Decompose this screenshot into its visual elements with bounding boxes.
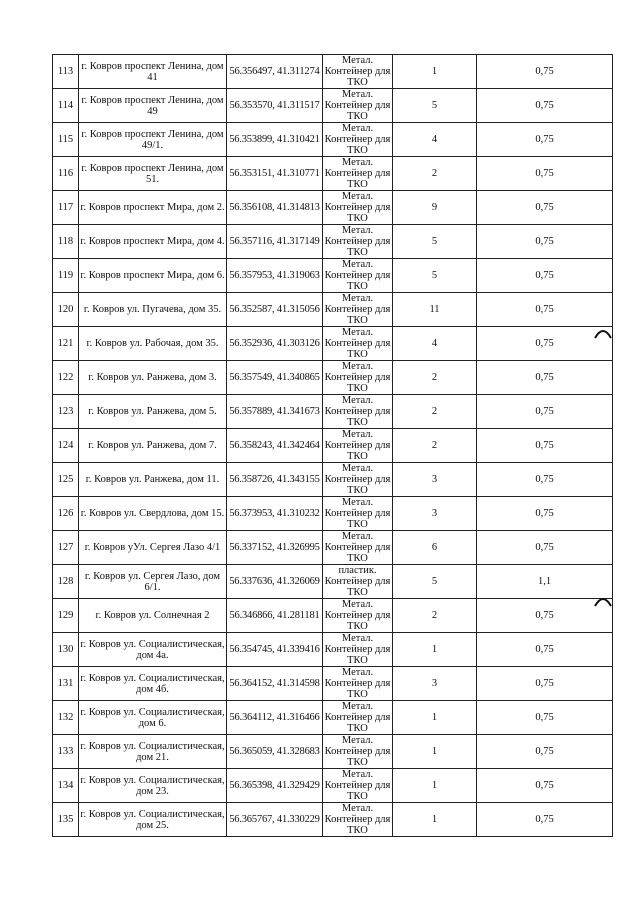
container-type-cell <box>323 497 393 531</box>
coordinates-cell: 56.358726, 41.343155 <box>227 463 323 497</box>
row-number: 131 <box>53 667 79 701</box>
quantity-cell: 1 <box>393 803 477 837</box>
address-cell: г. Ковров проспект Мира, дом 2. <box>79 191 227 225</box>
container-type-line: Контейнер для <box>324 134 391 145</box>
quantity-cell: 1 <box>393 701 477 735</box>
container-type-line: Контейнер для <box>324 542 391 553</box>
container-type-line: ТКО <box>347 213 368 224</box>
table-row <box>53 735 613 769</box>
container-type-line: Контейнер для <box>324 270 391 281</box>
address-cell: г. Ковров ул. Социалистическая, дом 25. <box>79 803 227 837</box>
volume-cell: 0,75 <box>477 191 613 225</box>
address-cell: г. Ковров ул. Солнечная 2 <box>79 599 227 633</box>
quantity-cell: 9 <box>393 191 477 225</box>
table-row <box>53 89 613 123</box>
coordinates-cell: 56.357889, 41.341673 <box>227 395 323 429</box>
quantity-cell: 3 <box>393 667 477 701</box>
quantity-cell: 4 <box>393 123 477 157</box>
container-type-line: Метал. <box>341 293 374 304</box>
table-row <box>53 497 613 531</box>
container-type-line: ТКО <box>347 145 368 156</box>
row-number: 134 <box>53 769 79 803</box>
coordinates-cell: 56.364152, 41.314598 <box>227 667 323 701</box>
volume-cell: 0,75 <box>477 225 613 259</box>
address-cell: г. Ковров уУл. Сергея Лазо 4/1 <box>79 531 227 565</box>
coordinates-cell: 56.357953, 41.319063 <box>227 259 323 293</box>
row-number: 132 <box>53 701 79 735</box>
table-row <box>53 55 613 89</box>
address-cell: г. Ковров ул. Свердлова, дом 15. <box>79 497 227 531</box>
container-type-line: Контейнер для <box>324 100 391 111</box>
coordinates-cell: 56.365398, 41.329429 <box>227 769 323 803</box>
container-type-line: ТКО <box>347 587 368 598</box>
container-type-line: Контейнер для <box>324 406 391 417</box>
container-type-line: ТКО <box>347 791 368 802</box>
row-number: 133 <box>53 735 79 769</box>
container-type-line: Метал. <box>341 429 374 440</box>
address-cell: г. Ковров проспект Ленина, дом 49/1. <box>79 123 227 157</box>
container-type-line: Контейнер для <box>324 338 391 349</box>
container-type-cell <box>323 463 393 497</box>
table-row <box>53 429 613 463</box>
container-type-line: Контейнер для <box>324 678 391 689</box>
table-row <box>53 361 613 395</box>
volume-cell: 0,75 <box>477 157 613 191</box>
volume-cell: 0,75 <box>477 395 613 429</box>
container-type-line: Контейнер для <box>324 372 391 383</box>
container-type-line: Метал. <box>341 157 374 168</box>
container-type-line: Контейнер для <box>324 610 391 621</box>
container-type-cell <box>323 55 393 89</box>
address-cell: г. Ковров проспект Ленина, дом 49 <box>79 89 227 123</box>
volume-cell: 0,75 <box>477 55 613 89</box>
binder-hole-mark-icon <box>594 326 612 338</box>
row-number: 130 <box>53 633 79 667</box>
table-row <box>53 191 613 225</box>
volume-cell: 0,75 <box>477 701 613 735</box>
container-type-cell <box>323 327 393 361</box>
volume-cell: 0,75 <box>477 327 613 361</box>
container-type-line: Метал. <box>341 259 374 270</box>
container-type-line: Метал. <box>341 599 374 610</box>
table-body <box>53 55 613 837</box>
container-type-line: ТКО <box>347 315 368 326</box>
coordinates-cell: 56.352936, 41.303126 <box>227 327 323 361</box>
row-number: 121 <box>53 327 79 361</box>
coordinates-cell: 56.337152, 41.326995 <box>227 531 323 565</box>
container-type-cell <box>323 259 393 293</box>
coordinates-cell: 56.353899, 41.310421 <box>227 123 323 157</box>
coordinates-cell: 56.365059, 41.328683 <box>227 735 323 769</box>
coordinates-cell: 56.358243, 41.342464 <box>227 429 323 463</box>
coordinates-cell: 56.356108, 41.314813 <box>227 191 323 225</box>
container-type-line: ТКО <box>347 553 368 564</box>
container-type-line: Контейнер для <box>324 712 391 723</box>
volume-cell: 0,75 <box>477 259 613 293</box>
container-type-line: Метал. <box>341 667 374 678</box>
quantity-cell: 11 <box>393 293 477 327</box>
quantity-cell: 5 <box>393 259 477 293</box>
quantity-cell: 3 <box>393 463 477 497</box>
container-type-line: Метал. <box>341 803 374 814</box>
container-type-line: ТКО <box>347 383 368 394</box>
volume-cell: 0,75 <box>477 429 613 463</box>
coordinates-cell: 56.357549, 41.340865 <box>227 361 323 395</box>
container-type-cell <box>323 599 393 633</box>
container-type-line: Метал. <box>341 327 374 338</box>
container-type-cell <box>323 123 393 157</box>
container-type-cell <box>323 89 393 123</box>
binder-hole-mark-icon <box>594 594 612 606</box>
volume-cell: 0,75 <box>477 361 613 395</box>
quantity-cell: 2 <box>393 157 477 191</box>
volume-cell: 0,75 <box>477 633 613 667</box>
address-cell: г. Ковров проспект Мира, дом 6. <box>79 259 227 293</box>
container-type-line: ТКО <box>347 655 368 666</box>
table-row <box>53 599 613 633</box>
container-type-cell <box>323 157 393 191</box>
container-type-line: Метал. <box>341 395 374 406</box>
coordinates-cell: 56.337636, 41.326069 <box>227 565 323 599</box>
address-cell: г. Ковров ул. Социалистическая, дом 4б. <box>79 667 227 701</box>
container-type-line: Метал. <box>341 769 374 780</box>
volume-cell: 1,1 <box>477 565 613 599</box>
volume-cell: 0,75 <box>477 497 613 531</box>
table-row <box>53 225 613 259</box>
container-type-line: ТКО <box>347 247 368 258</box>
container-type-line: ТКО <box>347 179 368 190</box>
container-type-cell <box>323 701 393 735</box>
container-type-cell <box>323 429 393 463</box>
container-type-line: Метал. <box>341 497 374 508</box>
container-type-line: Контейнер для <box>324 746 391 757</box>
container-type-line: ТКО <box>347 825 368 836</box>
container-type-line: Контейнер для <box>324 644 391 655</box>
container-type-line: Метал. <box>341 701 374 712</box>
container-type-line: ТКО <box>347 621 368 632</box>
quantity-cell: 3 <box>393 497 477 531</box>
coordinates-cell: 56.357116, 41.317149 <box>227 225 323 259</box>
volume-cell: 0,75 <box>477 531 613 565</box>
container-type-line: ТКО <box>347 723 368 734</box>
row-number: 120 <box>53 293 79 327</box>
volume-cell: 0,75 <box>477 463 613 497</box>
table-row <box>53 769 613 803</box>
coordinates-cell: 56.346866, 41.281181 <box>227 599 323 633</box>
container-type-line: Контейнер для <box>324 440 391 451</box>
container-type-line: Контейнер для <box>324 814 391 825</box>
quantity-cell: 5 <box>393 225 477 259</box>
quantity-cell: 5 <box>393 89 477 123</box>
container-type-line: Контейнер для <box>324 576 391 587</box>
coordinates-cell: 56.354745, 41.339416 <box>227 633 323 667</box>
row-number: 119 <box>53 259 79 293</box>
quantity-cell: 2 <box>393 429 477 463</box>
row-number: 115 <box>53 123 79 157</box>
address-cell: г. Ковров проспект Ленина, дом 51. <box>79 157 227 191</box>
table-row <box>53 259 613 293</box>
container-type-line: ТКО <box>347 689 368 700</box>
container-type-line: ТКО <box>347 757 368 768</box>
address-cell: г. Ковров проспект Мира, дом 4. <box>79 225 227 259</box>
container-type-line: ТКО <box>347 485 368 496</box>
address-cell: г. Ковров ул. Рабочая, дом 35. <box>79 327 227 361</box>
volume-cell: 0,75 <box>477 769 613 803</box>
table-row <box>53 395 613 429</box>
container-type-line: Метал. <box>341 361 374 372</box>
row-number: 128 <box>53 565 79 599</box>
quantity-cell: 2 <box>393 395 477 429</box>
container-type-cell <box>323 225 393 259</box>
container-type-cell <box>323 395 393 429</box>
container-type-line: Метал. <box>341 123 374 134</box>
container-sites-table <box>52 54 613 837</box>
row-number: 118 <box>53 225 79 259</box>
coordinates-cell: 56.352587, 41.315056 <box>227 293 323 327</box>
address-cell: г. Ковров ул. Пугачева, дом 35. <box>79 293 227 327</box>
coordinates-cell: 56.365767, 41.330229 <box>227 803 323 837</box>
row-number: 116 <box>53 157 79 191</box>
coordinates-cell: 56.353570, 41.311517 <box>227 89 323 123</box>
container-type-line: ТКО <box>347 451 368 462</box>
coordinates-cell: 56.356497, 41.311274 <box>227 55 323 89</box>
container-type-line: Контейнер для <box>324 780 391 791</box>
address-cell: г. Ковров ул. Социалистическая, дом 23. <box>79 769 227 803</box>
container-type-line: ТКО <box>347 77 368 88</box>
row-number: 113 <box>53 55 79 89</box>
coordinates-cell: 56.373953, 41.310232 <box>227 497 323 531</box>
quantity-cell: 1 <box>393 735 477 769</box>
container-type-line: Контейнер для <box>324 236 391 247</box>
container-type-cell <box>323 293 393 327</box>
row-number: 124 <box>53 429 79 463</box>
container-type-cell <box>323 191 393 225</box>
row-number: 126 <box>53 497 79 531</box>
table-row <box>53 463 613 497</box>
row-number: 127 <box>53 531 79 565</box>
quantity-cell: 5 <box>393 565 477 599</box>
table-row <box>53 327 613 361</box>
row-number: 135 <box>53 803 79 837</box>
container-type-line: Контейнер для <box>324 66 391 77</box>
table-row <box>53 157 613 191</box>
quantity-cell: 1 <box>393 633 477 667</box>
address-cell: г. Ковров ул. Социалистическая, дом 6. <box>79 701 227 735</box>
volume-cell: 0,75 <box>477 599 613 633</box>
container-type-line: Контейнер для <box>324 474 391 485</box>
address-cell: г. Ковров ул. Ранжева, дом 11. <box>79 463 227 497</box>
row-number: 114 <box>53 89 79 123</box>
container-type-line: Контейнер для <box>324 202 391 213</box>
container-type-line: Метал. <box>341 463 374 474</box>
container-type-line: ТКО <box>347 281 368 292</box>
container-type-cell <box>323 667 393 701</box>
container-type-line: ТКО <box>347 349 368 360</box>
table-row <box>53 565 613 599</box>
container-type-cell <box>323 735 393 769</box>
volume-cell: 0,75 <box>477 667 613 701</box>
address-cell: г. Ковров ул. Ранжева, дом 5. <box>79 395 227 429</box>
address-cell: г. Ковров ул. Социалистическая, дом 4а. <box>79 633 227 667</box>
address-cell: г. Ковров ул. Социалистическая, дом 21. <box>79 735 227 769</box>
container-type-line: Контейнер для <box>324 304 391 315</box>
volume-cell: 0,75 <box>477 123 613 157</box>
row-number: 123 <box>53 395 79 429</box>
container-type-cell <box>323 565 393 599</box>
container-type-cell <box>323 803 393 837</box>
container-type-line: Метал. <box>341 225 374 236</box>
container-type-line: Метал. <box>341 633 374 644</box>
container-type-line: ТКО <box>347 111 368 122</box>
container-type-line: Метал. <box>341 55 374 66</box>
coordinates-cell: 56.353151, 41.310771 <box>227 157 323 191</box>
table-row <box>53 701 613 735</box>
quantity-cell: 4 <box>393 327 477 361</box>
address-cell: г. Ковров ул. Ранжева, дом 7. <box>79 429 227 463</box>
row-number: 122 <box>53 361 79 395</box>
table-row <box>53 531 613 565</box>
row-number: 117 <box>53 191 79 225</box>
coordinates-cell: 56.364112, 41.316466 <box>227 701 323 735</box>
row-number: 129 <box>53 599 79 633</box>
volume-cell: 0,75 <box>477 89 613 123</box>
quantity-cell: 1 <box>393 55 477 89</box>
address-cell: г. Ковров ул. Сергея Лазо, дом 6/1. <box>79 565 227 599</box>
volume-cell: 0,75 <box>477 293 613 327</box>
container-type-line: Метал. <box>341 531 374 542</box>
quantity-cell: 2 <box>393 599 477 633</box>
container-type-line: Контейнер для <box>324 508 391 519</box>
container-type-cell <box>323 633 393 667</box>
container-type-line: ТКО <box>347 417 368 428</box>
container-type-line: Метал. <box>341 89 374 100</box>
quantity-cell: 2 <box>393 361 477 395</box>
table-row <box>53 803 613 837</box>
container-type-line: Метал. <box>341 191 374 202</box>
container-type-cell <box>323 769 393 803</box>
row-number: 125 <box>53 463 79 497</box>
table-row <box>53 667 613 701</box>
container-type-line: пластик. <box>338 565 377 576</box>
volume-cell: 0,75 <box>477 735 613 769</box>
address-cell: г. Ковров проспект Ленина, дом 41 <box>79 55 227 89</box>
table-row <box>53 633 613 667</box>
container-type-line: ТКО <box>347 519 368 530</box>
table-row <box>53 123 613 157</box>
container-type-cell <box>323 531 393 565</box>
container-type-line: Метал. <box>341 735 374 746</box>
volume-cell: 0,75 <box>477 803 613 837</box>
address-cell: г. Ковров ул. Ранжева, дом 3. <box>79 361 227 395</box>
container-type-line: Контейнер для <box>324 168 391 179</box>
quantity-cell: 6 <box>393 531 477 565</box>
table-row <box>53 293 613 327</box>
quantity-cell: 1 <box>393 769 477 803</box>
container-type-cell <box>323 361 393 395</box>
